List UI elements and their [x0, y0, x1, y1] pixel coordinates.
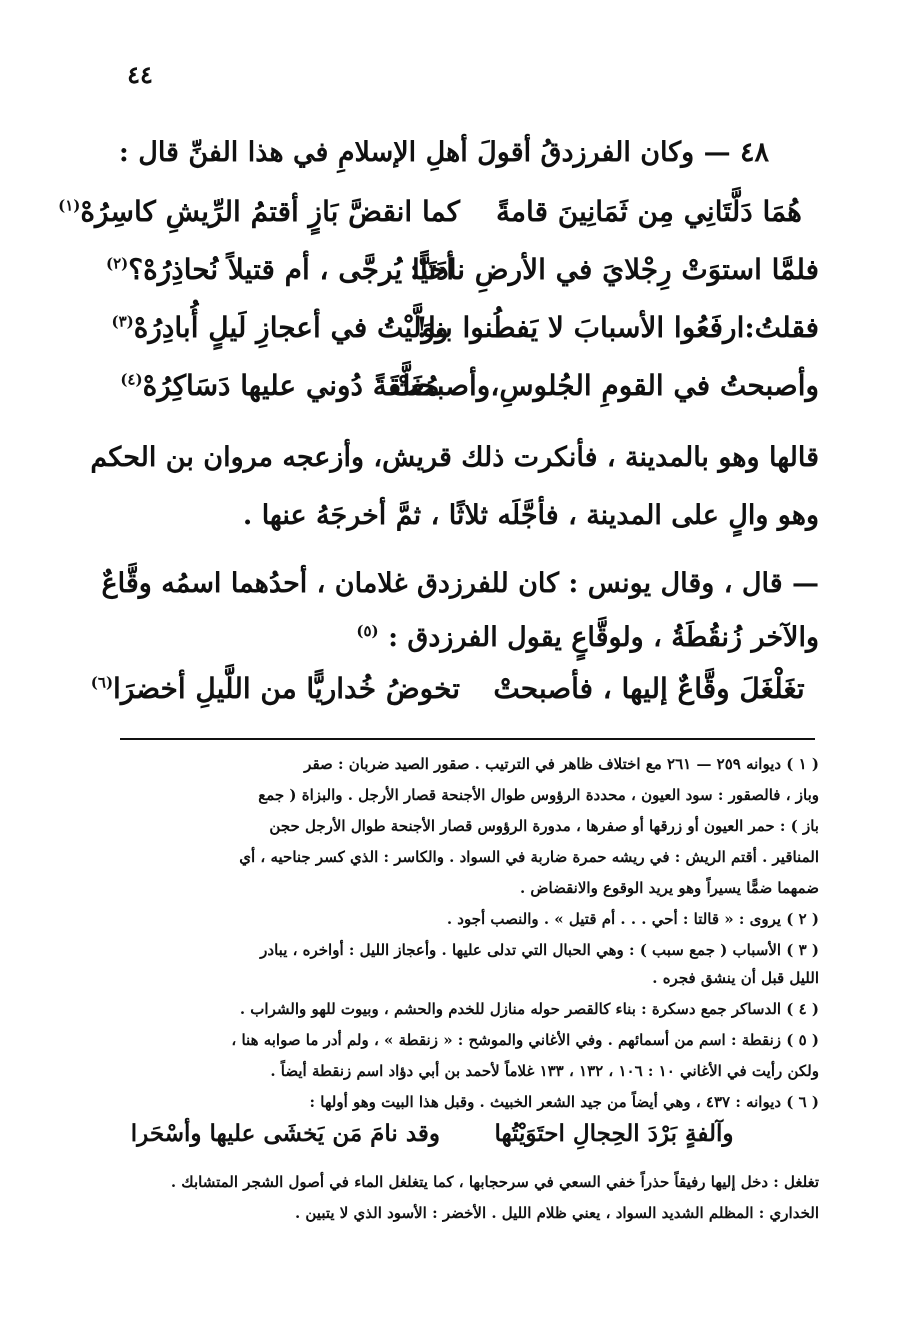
- footnote-line: ( ٢ ) يروى : « قالتا : أحي . . . أم قتيل » . والنصب أجود .: [446, 910, 819, 928]
- verse-first-hemistich: هُمَا دَلَّتَانِي مِن ثَمَانِينَ قامةً: [496, 195, 802, 228]
- footnote-line: ( ١ ) ديوانه ٢٥٩ — ٢٦١ مع اختلاف ظاهر في الترتيب . صقور الصيد ضربان : صقر: [304, 755, 819, 773]
- footnote-line: تغلغل : دخل إليها رفيقاً حذراً خفي السعي في سرحجابها ، كما يتغلغل الماء في أصول الشجر المتشابك .: [170, 1173, 819, 1191]
- footnote-ref: (٤): [120, 370, 143, 389]
- verse-second-hemistich: وقد نامَ مَن يَخشَى عليها وأسْحَرا: [130, 1120, 440, 1147]
- verse-second-hemistich: ووَلَّيْتُ في أعجازِ لَيلٍ أُبادِرُهْ$^{(٣)}$: [111, 311, 449, 344]
- prose-line: والآخر زُنقُطَةُ ، ولوقَّاعٍ يقول الفرزدق : $^{(٥)}$: [356, 622, 819, 653]
- section-48-intro: ٤٨ — وكان الفرزدقُ أقولَ أهلِ الإسلامِ في هذا الفنِّ قال :: [118, 137, 769, 168]
- prose-line: — قال ، وقال يونس : كان للفرزدق غلامان ، أحدُهما اسمُه وقَّاعٌ: [101, 568, 819, 599]
- verse-line: [100, 311, 819, 355]
- footnote-line: وباز ، فالصقور : سود العيون ، محددة الرؤوس طوال الأجنحة قصار الأرجل . والبزاة ( جمع: [258, 786, 819, 804]
- footnote-ref: (٥): [356, 622, 379, 640]
- verse-first-hemistich: تغَلْغَلَ وقَّاعٌ إليها ، فأصبحتْ: [493, 672, 805, 705]
- footnote-line: ولكن رأيت في الأغاني ١٠ : ١٠٦ ، ١٣٢ ، ١٣٣ غلاماً لأحمد بن أبي دؤاد اسم زنقطة أيضاً .: [270, 1062, 819, 1080]
- footnote-line: المناقير . أقتم الريش : في ريشه حمرة ضاربة في السواد . والكاسر : الذي كسر جناحيه ، أي: [239, 848, 819, 866]
- footnote-ref: (٢): [105, 254, 129, 273]
- prose-line: وهو والٍ على المدينة ، فأجَّلَه ثلاثًا ، ثمَّ أخرجَهُ عنها .: [242, 500, 819, 531]
- footnote-line: ( ٦ ) ديوانه : ٤٣٧ ، وهي أيضاً من جيد الشعر الخبيث . وقبل هذا البيت وهو أولها :: [309, 1093, 819, 1111]
- footnote-line: الليل قبل أن ينشق فجره .: [652, 969, 819, 987]
- verse-line: [58, 195, 819, 239]
- verse-second-hemistich: تخوضُ خُداريًّا من اللَّيلِ أخضرَا$^{(٦)}$: [90, 672, 460, 705]
- prose-line: قالها وهو بالمدينة ، فأنكرت ذلك قريش، وأزعجه مروان بن الحكم: [90, 442, 819, 473]
- verse-second-hemistich: أحيًّا يُرجَّى ، أم قتيلاً نُحاذِرُهْ؟$^{(٢)}$: [105, 253, 455, 286]
- footnote-divider: [120, 738, 815, 740]
- footnote-line: ( ٣ ) الأسباب ( جمع سبب ) : وهي الحبال التي تدلى عليها . وأعجاز الليل : أواخره ، يبادر: [260, 941, 819, 959]
- footnote-line: ( ٥ ) زنقطة : اسم من أسمائهم . وفي الأغاني والموشح : « زنقطة » ، ولم أدر ما صوابه هنا ،: [231, 1031, 819, 1049]
- footnote-line: الخداري : المظلم الشديد السواد ، يعني ظلام الليل . الأخضر : الأسود الذي لا يتبين .: [294, 1204, 819, 1222]
- verse-second-hemistich: كما انقضَّ بَازٍ أقتمُ الرِّيشِ كاسِرُهْ$^{(١)}$: [58, 195, 460, 228]
- footnote-verse: [130, 1120, 759, 1160]
- footnote-line: ضمهما ضمًّا يسيراً وهو يريد الوقوع والانقضاض .: [519, 879, 819, 897]
- verse-line: [100, 253, 819, 297]
- verse-first-hemistich: فقلتُ:ارفَعُوا الأسبابَ لا يَفطُنوا بنا!: [415, 311, 819, 344]
- page-number: ٤٤: [127, 60, 153, 89]
- verse-line: [90, 672, 819, 716]
- footnote-ref: (٦): [90, 673, 114, 692]
- footnote-ref: (٣): [111, 312, 134, 331]
- footnote-ref: (١): [58, 196, 81, 215]
- verse-second-hemistich: مُغَلَّقَةً دُوني عليها دَسَاكِرُهْ$^{(٤)}$: [120, 369, 440, 402]
- verse-line: [100, 369, 819, 413]
- verse-first-hemistich: وأصبحتُ في القومِ الجُلوسِ،وأصبحتْ: [391, 369, 819, 402]
- verse-first-hemistich: فلمَّا استوَتْ رِجْلايَ في الأرضِ نادَتَا:: [409, 253, 819, 286]
- footnote-line: باز ) : حمر العيون أو زرقها أو صفرها ، مدورة الرؤوس قصار الأجنحة طوال الأرجل حجن: [269, 817, 819, 835]
- footnote-line: ( ٤ ) الدساكر جمع دسكرة : بناء كالقصر حوله منازل للخدم والحشم ، وبيوت للهو والشراب .: [239, 1000, 819, 1018]
- verse-first-hemistich: وآلفةٍ بَرْدَ الحِجالِ احتَوَيْتُها: [494, 1120, 734, 1147]
